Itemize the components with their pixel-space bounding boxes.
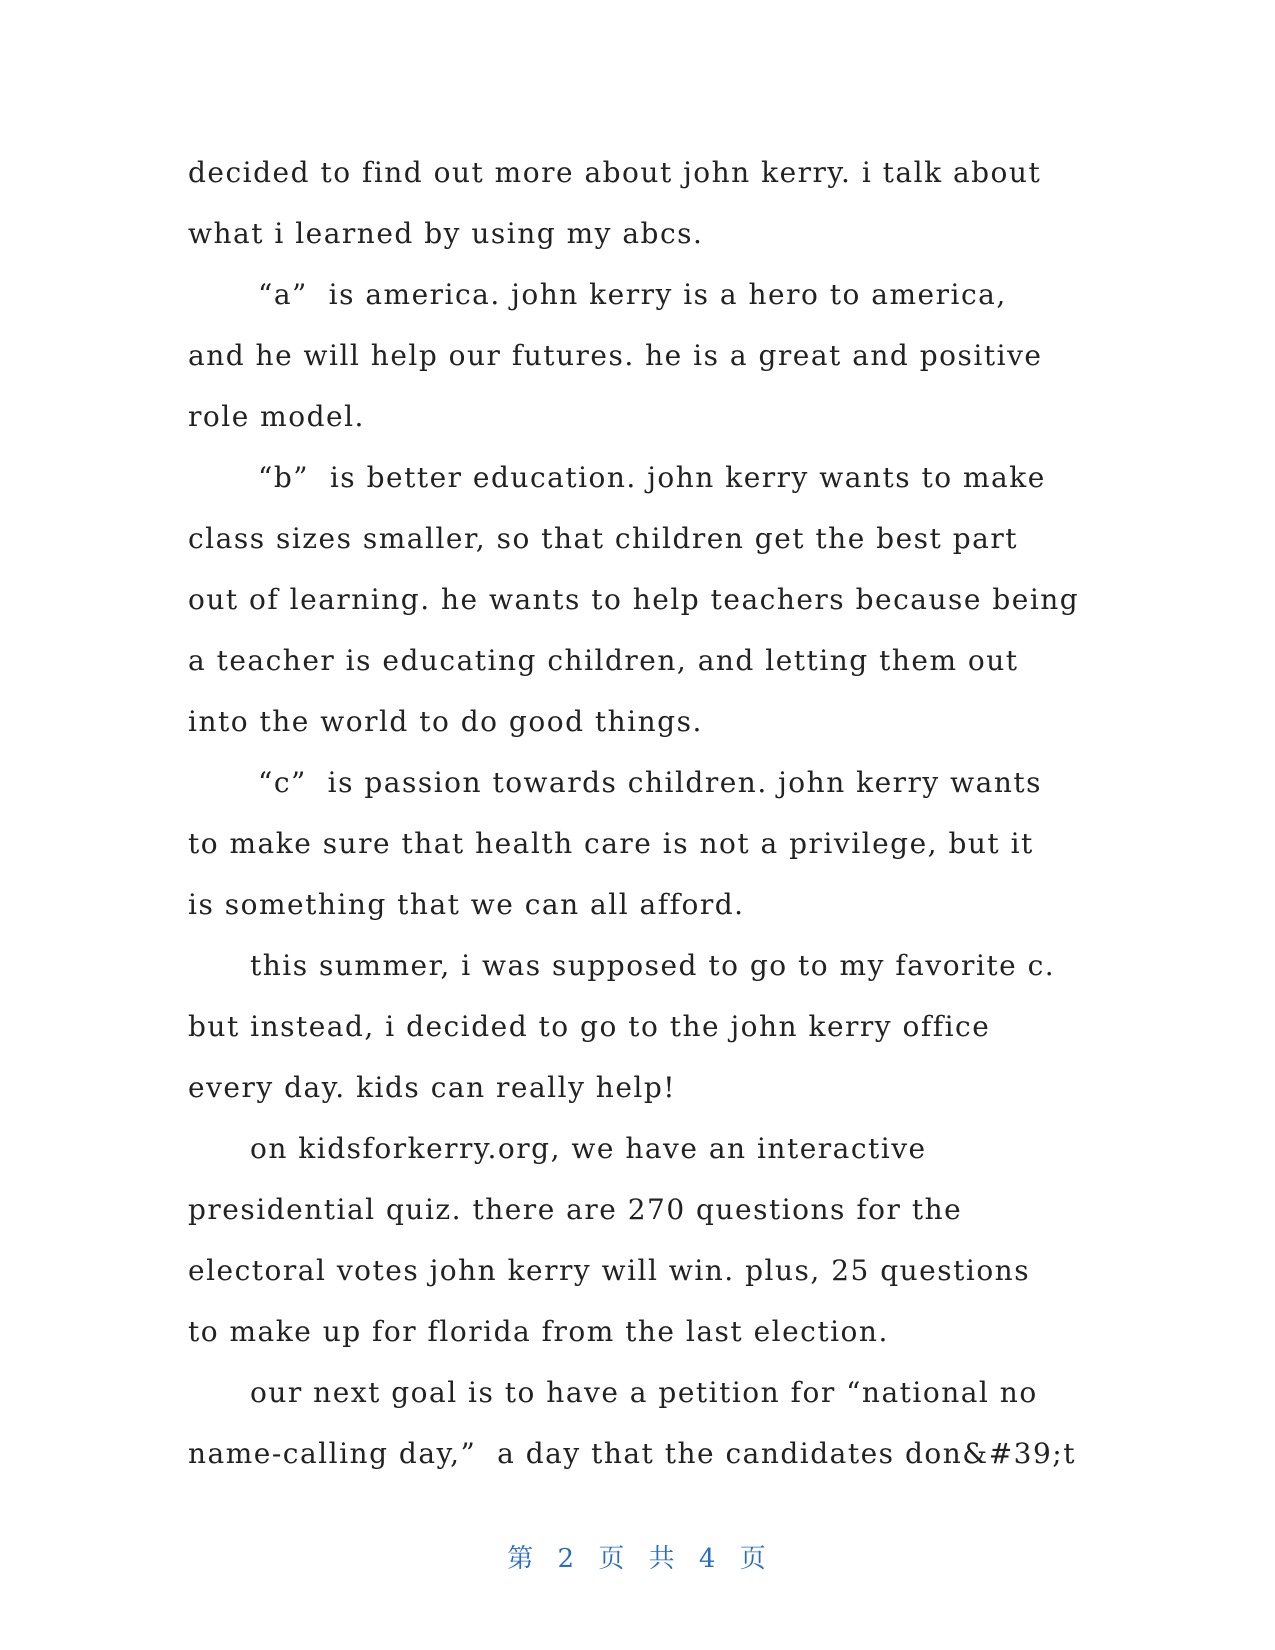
text-line: presidential quiz. there are 270 questions for the [188, 1193, 963, 1226]
text-line: electoral votes john kerry will win. plus, 25 questions [188, 1254, 1031, 1287]
footer-total-pages: 4 [698, 1544, 718, 1574]
footer-page-unit: 页 [598, 1544, 627, 1574]
text-line: to make up for florida from the last election. [188, 1315, 889, 1348]
text-line: every day. kids can really help! [188, 1071, 677, 1104]
footer-prefix: 第 [507, 1544, 536, 1574]
text-line: name-calling day,” a day that the candidates don&#39;t [188, 1437, 1076, 1470]
document-body [188, 142, 1088, 1484]
text-line: “c” is passion towards children. john kerry wants [258, 766, 1042, 799]
text-line: a teacher is educating children, and letting them out [188, 644, 1019, 677]
text-line: but instead, i decided to go to the john kerry office [188, 1010, 991, 1043]
text-line: our next goal is to have a petition for “national no [250, 1376, 1038, 1409]
text-line: class sizes smaller, so that children get the best part [188, 522, 1018, 555]
footer-total-label: 共 [648, 1544, 677, 1574]
text-line: into the world to do good things. [188, 705, 703, 738]
text-line: and he will help our futures. he is a great and positive [188, 339, 1043, 372]
page-footer [0, 1538, 1275, 1575]
text-line: on kidsforkerry.org, we have an interactive [250, 1132, 927, 1165]
footer-current-page: 2 [557, 1544, 577, 1574]
text-line: “b” is better education. john kerry wants to make [258, 461, 1046, 494]
footer-page-unit-end: 页 [739, 1544, 768, 1574]
text-line: is something that we can all afford. [188, 888, 745, 921]
text-line: this summer, i was supposed to go to my favorite c. [250, 949, 1056, 982]
text-line: out of learning. he wants to help teachers because being [188, 583, 1080, 616]
text-line: decided to find out more about john kerry. i talk about [188, 156, 1042, 189]
text-line: “a” is america. john kerry is a hero to america, [258, 278, 1007, 311]
text-line: role model. [188, 400, 365, 433]
text-line: to make sure that health care is not a privilege, but it [188, 827, 1034, 860]
text-line: what i learned by using my abcs. [188, 217, 704, 250]
